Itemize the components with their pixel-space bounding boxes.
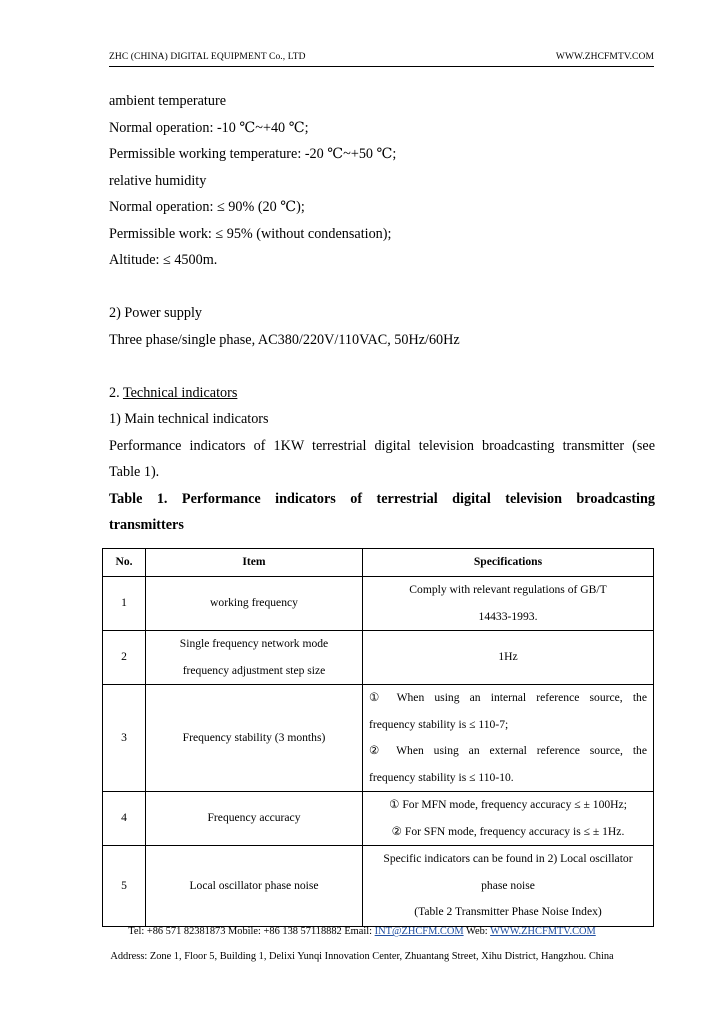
header-website: WWW.ZHCFMTV.COM	[555, 52, 654, 62]
footer-web-link[interactable]: WWW.ZHCFMTV.COM	[490, 926, 596, 937]
table-header-row	[103, 549, 654, 577]
row-no: 5	[103, 846, 146, 927]
normal-operation-temp: Normal operation: -10 ℃~+40 ℃;	[109, 119, 309, 136]
spec-line: phase noise	[481, 878, 535, 892]
spec-line: ② When using an external reference source, the	[369, 744, 647, 757]
table-row	[103, 577, 654, 631]
row-spec	[363, 792, 654, 846]
header-item: Item	[146, 549, 363, 577]
item-line: working frequency	[210, 596, 298, 610]
footer-contact-text: Tel: +86 571 82381873 Mobile: +86 138 57118882 Email:	[128, 926, 375, 937]
permissible-humidity: Permissible work: ≤ 95% (without condensation);	[109, 225, 392, 242]
spec-line: frequency stability is ≤ 110-7;	[369, 717, 509, 731]
row-item	[146, 846, 363, 927]
row-spec	[363, 846, 654, 927]
table-row	[103, 631, 654, 685]
header-no: No.	[103, 549, 146, 577]
row-item	[146, 792, 363, 846]
row-item	[146, 577, 363, 631]
row-no: 1	[103, 577, 146, 631]
spec-line: ① When using an internal reference source, the	[369, 691, 647, 704]
header-company: ZHC (CHINA) DIGITAL EQUIPMENT Co., LTD	[109, 52, 306, 62]
intro-text: Performance indicators of 1KW terrestrial digital television broadcasting transmitter (see	[109, 437, 655, 454]
row-item	[146, 631, 363, 685]
table-title-cont: transmitters	[109, 517, 184, 533]
row-spec	[363, 685, 654, 792]
permissible-temp: Permissible working temperature: -20 ℃~+50 ℃;	[109, 146, 397, 162]
section-title: Technical indicators	[122, 384, 238, 401]
power-text: Three phase/single phase, AC380/220V/110VAC, 50Hz/60Hz	[109, 331, 460, 348]
power-heading: 2) Power supply	[109, 305, 203, 321]
page-header	[109, 52, 654, 67]
row-no: 3	[103, 685, 146, 792]
spec-line: ② For SFN mode, frequency accuracy is ≤ ± 1Hz.	[391, 824, 625, 838]
row-no: 2	[103, 631, 146, 685]
row-item	[146, 685, 363, 792]
section-heading	[109, 380, 655, 407]
table-title: Table 1. Performance indicators of terrestrial digital television broadcasting	[109, 490, 655, 507]
row-no: 4	[103, 792, 146, 846]
footer-email-link[interactable]: INT@ZHCFM.COM	[374, 926, 464, 937]
item-line: Single frequency network mode	[179, 637, 329, 650]
section-number: 2.	[109, 384, 123, 401]
header-specifications: Specifications	[363, 549, 654, 577]
footer-contact	[0, 926, 724, 937]
item-line: Frequency accuracy	[207, 811, 301, 825]
item-line: Local oscillator phase noise	[189, 878, 319, 892]
item-line: frequency adjustment step size	[182, 663, 326, 677]
spec-table	[102, 548, 654, 927]
altitude: Altitude: ≤ 4500m.	[109, 252, 218, 268]
intro-text-cont: Table 1).	[109, 464, 160, 480]
spec-line: 14433-1993.	[478, 609, 538, 623]
spec-line: 1Hz	[498, 650, 518, 664]
normal-operation-humidity: Normal operation: ≤ 90% (20 ℃);	[109, 199, 305, 215]
footer-address: Address: Zone 1, Floor 5, Building 1, Delixi Yunqi Innovation Center, Zhuantang Street, Xihu District, Hangzhou. China	[110, 951, 614, 962]
footer-web-label: Web:	[463, 926, 491, 937]
spec-line: ① For MFN mode, frequency accuracy ≤ ± 100Hz;	[389, 798, 627, 811]
spec-line: Specific indicators can be found in 2) Local oscillator	[383, 852, 633, 865]
table-row	[103, 846, 654, 927]
row-spec	[363, 631, 654, 685]
spec-line: Comply with relevant regulations of GB/T	[409, 583, 607, 596]
sub-heading: 1) Main technical indicators	[109, 411, 269, 427]
humidity-heading: relative humidity	[109, 172, 207, 189]
table-row	[103, 792, 654, 846]
spec-line: frequency stability is ≤ 110-10.	[369, 770, 514, 784]
table-row	[103, 685, 654, 792]
item-line: Frequency stability (3 months)	[182, 730, 326, 744]
row-spec	[363, 577, 654, 631]
ambient-heading: ambient temperature	[109, 93, 226, 109]
spec-line: (Table 2 Transmitter Phase Noise Index)	[414, 905, 602, 918]
document-body	[109, 88, 655, 539]
